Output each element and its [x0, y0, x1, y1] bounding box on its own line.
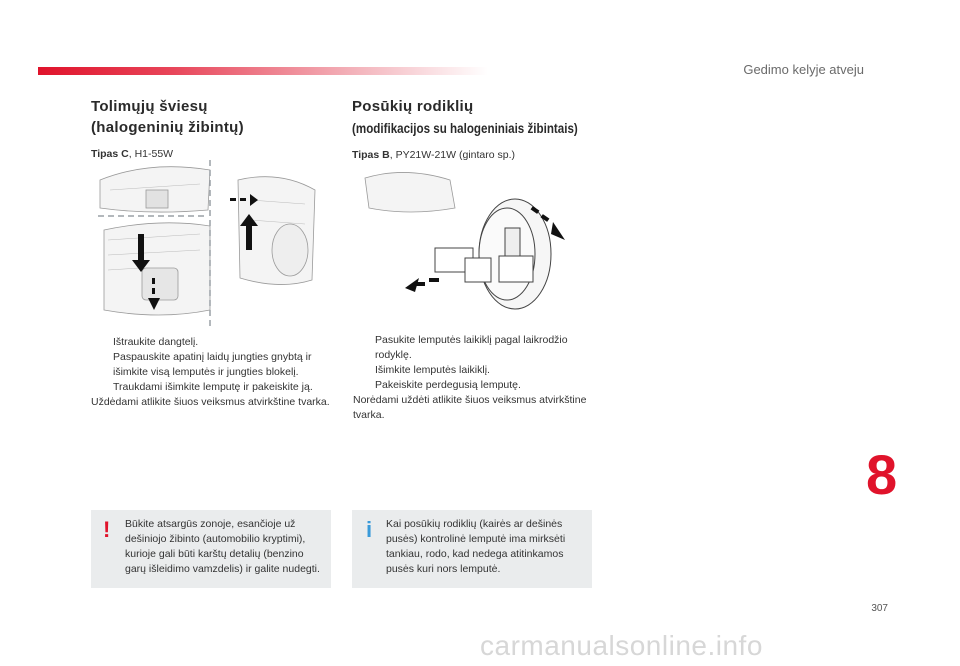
left-type-value: , H1-55W [128, 148, 174, 160]
chapter-accent-bar [38, 67, 488, 75]
page-number: 307 [871, 603, 888, 614]
section-title: Gedimo kelyje atveju [743, 62, 864, 77]
list-item: Ištraukite dangtelį. [113, 336, 199, 348]
list-item: Pasukite lemputės laikiklį pagal laikrodžio rodyklę. [375, 334, 568, 361]
list-item: Išimkite lemputės laikiklį. [375, 364, 490, 376]
right-column [352, 96, 597, 161]
list-item: Pakeiskite perdegusią lemputę. [375, 379, 521, 391]
right-title-line2: (modifikacijos su halogeniniais žibintais) [352, 121, 578, 136]
list-item: Paspauskite apatinį laidų jungties gnybtą ir išimkite visą lemputės ir jungties blokelį. [113, 351, 312, 378]
left-title-line2: (halogeninių žibintų) [91, 119, 244, 136]
right-type-value: , PY21W-21W (gintaro sp.) [389, 149, 516, 161]
right-reassembly-note: Norėdami uždėti atlikite šiuos veiksmus atvirkštine tvarka. [353, 394, 587, 421]
right-instructions [353, 333, 593, 423]
left-bulb-type [91, 148, 336, 160]
right-type-label: Tipas B [352, 149, 390, 161]
warning-exclamation-icon: ! [103, 517, 111, 542]
warning-note [91, 510, 331, 588]
left-type-label: Tipas C [91, 148, 129, 160]
right-title-line1: Posūkių rodiklių [352, 98, 474, 115]
list-item: Traukdami išimkite lemputę ir pakeiskite ją. [113, 381, 313, 393]
left-reassembly-note: Uždėdami atlikite šiuos veiksmus atvirkštine tvarka. [91, 396, 330, 408]
left-column [91, 96, 336, 160]
info-text: Kai posūkių rodiklių (kairės ar dešinės pusės) kontrolinė lemputė ima mirksėti tankiau, rodo, kad nedega atitinkamos pusės kuri nors lemputė. [386, 518, 566, 575]
info-note [352, 510, 592, 588]
watermark: carmanualsonline.info [480, 630, 763, 661]
right-bulb-type [352, 149, 597, 161]
warning-text: Būkite atsargūs zonoje, esančioje už dešiniojo žibinto (automobilio kryptimi), kurioje gali būti karštų detalių (benzino garų išleidimo vamzdelis) ir galite nudegti. [125, 518, 320, 575]
indicator-bulb-holder-illustration [355, 168, 585, 318]
headlamp-removal-illustration [90, 160, 330, 330]
chapter-number: 8 [866, 443, 898, 506]
left-instructions [91, 335, 331, 410]
info-i-icon: i [366, 517, 373, 542]
left-title-line1: Tolimųjų šviesų [91, 98, 208, 115]
